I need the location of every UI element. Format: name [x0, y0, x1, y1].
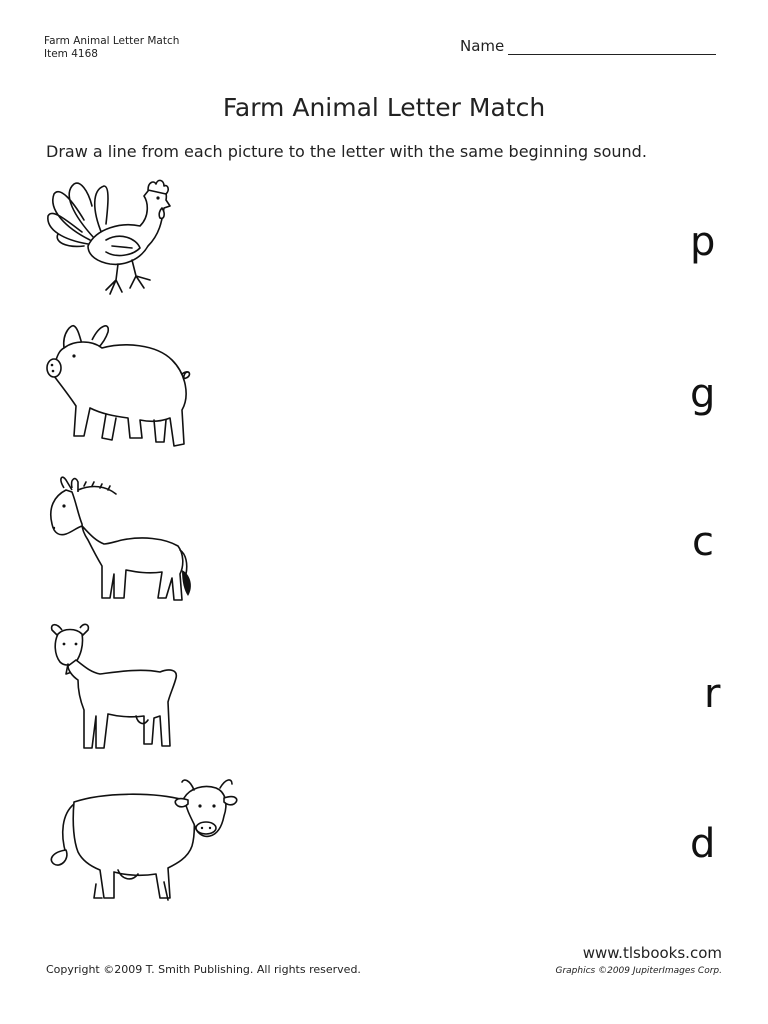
name-blank-line[interactable] [508, 39, 716, 55]
page-title: Farm Animal Letter Match [222, 93, 546, 122]
rooster-icon [44, 176, 174, 298]
letter-d[interactable]: d [690, 821, 716, 867]
website-link[interactable]: www.tlsbooks.com [582, 944, 722, 962]
graphics-credit: Graphics ©2009 JupiterImages Corp. [555, 966, 722, 976]
letter-g[interactable]: g [690, 371, 716, 417]
pig-icon [44, 318, 194, 458]
goat-icon [44, 620, 184, 760]
cow-icon [44, 774, 240, 910]
copyright-notice: Copyright ©2009 T. Smith Publishing. All rights reserved. [46, 963, 361, 976]
item-number: Item 4168 [44, 48, 98, 60]
name-field[interactable] [460, 37, 716, 55]
letter-p[interactable]: p [690, 219, 716, 265]
name-label: Name [460, 37, 505, 55]
instructions: Draw a line from each picture to the letter with the same beginning sound. [46, 142, 647, 161]
donkey-icon [44, 474, 194, 606]
letter-r[interactable]: r [704, 671, 721, 717]
letter-c[interactable]: c [692, 519, 714, 565]
worksheet-header-title: Farm Animal Letter Match [44, 35, 180, 47]
